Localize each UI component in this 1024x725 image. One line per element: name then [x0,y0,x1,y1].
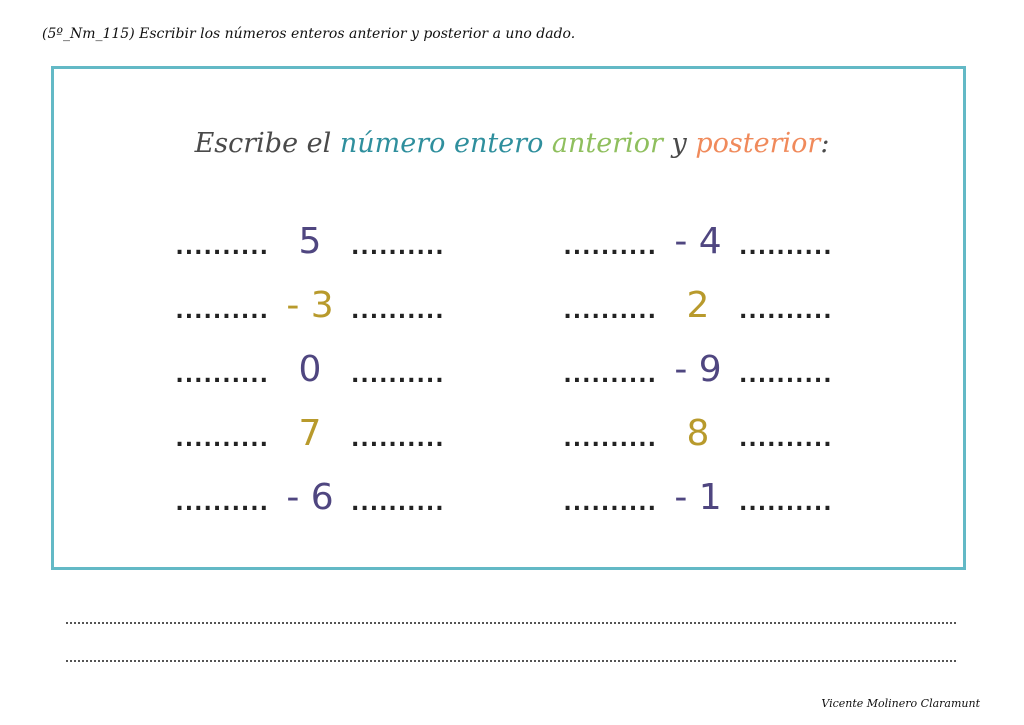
title-space [445,128,454,159]
exercise-row [548,338,848,402]
exercise-row [548,274,848,338]
blank-after[interactable]: .......... [739,235,833,260]
given-number: 8 [686,413,710,454]
blank-after[interactable]: .......... [739,299,833,324]
blank-before[interactable]: .......... [563,491,657,516]
title-word-posterior: posterior [695,128,821,159]
exercise-header: (5º_Nm_115) Escribir los números enteros anterior y posterior a uno dado. [42,26,576,42]
blank-before[interactable]: .......... [563,299,657,324]
title-word-anterior: anterior [551,128,663,159]
blank-before[interactable]: .......... [563,363,657,388]
given-number: 0 [298,349,322,390]
title-word-entero: entero [453,128,544,159]
exercise-row [160,466,460,530]
blank-before[interactable]: .......... [175,235,269,260]
title-text: Escribe el [194,128,340,159]
blank-after[interactable]: .......... [739,491,833,516]
title-space [543,128,552,159]
blank-before[interactable]: .......... [175,299,269,324]
blank-before[interactable]: .......... [175,491,269,516]
blank-after[interactable]: .......... [351,491,445,516]
title-word-y: y [662,128,696,159]
given-number: 7 [298,413,322,454]
exercise-column-right [548,210,848,530]
exercise-row [548,466,848,530]
exercise-row [160,210,460,274]
blank-before[interactable]: .......... [175,427,269,452]
given-number: 5 [298,221,322,262]
given-number: 2 [686,285,710,326]
blank-after[interactable]: .......... [351,363,445,388]
exercise-row [160,338,460,402]
blank-before[interactable]: .......... [175,363,269,388]
title-word-numero: número [339,128,446,159]
answer-line[interactable] [66,622,956,624]
blank-after[interactable]: .......... [351,427,445,452]
exercise-title [0,128,1024,159]
blank-before[interactable]: .......... [563,427,657,452]
exercise-row [160,274,460,338]
given-number: - 6 [286,477,334,518]
exercise-column-left [160,210,460,530]
given-number: - 1 [674,477,722,518]
author-credit: Vicente Molinero Claramunt [821,697,980,710]
exercise-row [548,402,848,466]
given-number: - 9 [674,349,722,390]
blank-after[interactable]: .......... [739,427,833,452]
title-colon: : [820,128,830,159]
exercise-row [548,210,848,274]
exercise-row [160,402,460,466]
blank-after[interactable]: .......... [739,363,833,388]
answer-line[interactable] [66,660,956,662]
blank-after[interactable]: .......... [351,299,445,324]
given-number: - 4 [674,221,722,262]
blank-before[interactable]: .......... [563,235,657,260]
blank-after[interactable]: .......... [351,235,445,260]
given-number: - 3 [286,285,334,326]
